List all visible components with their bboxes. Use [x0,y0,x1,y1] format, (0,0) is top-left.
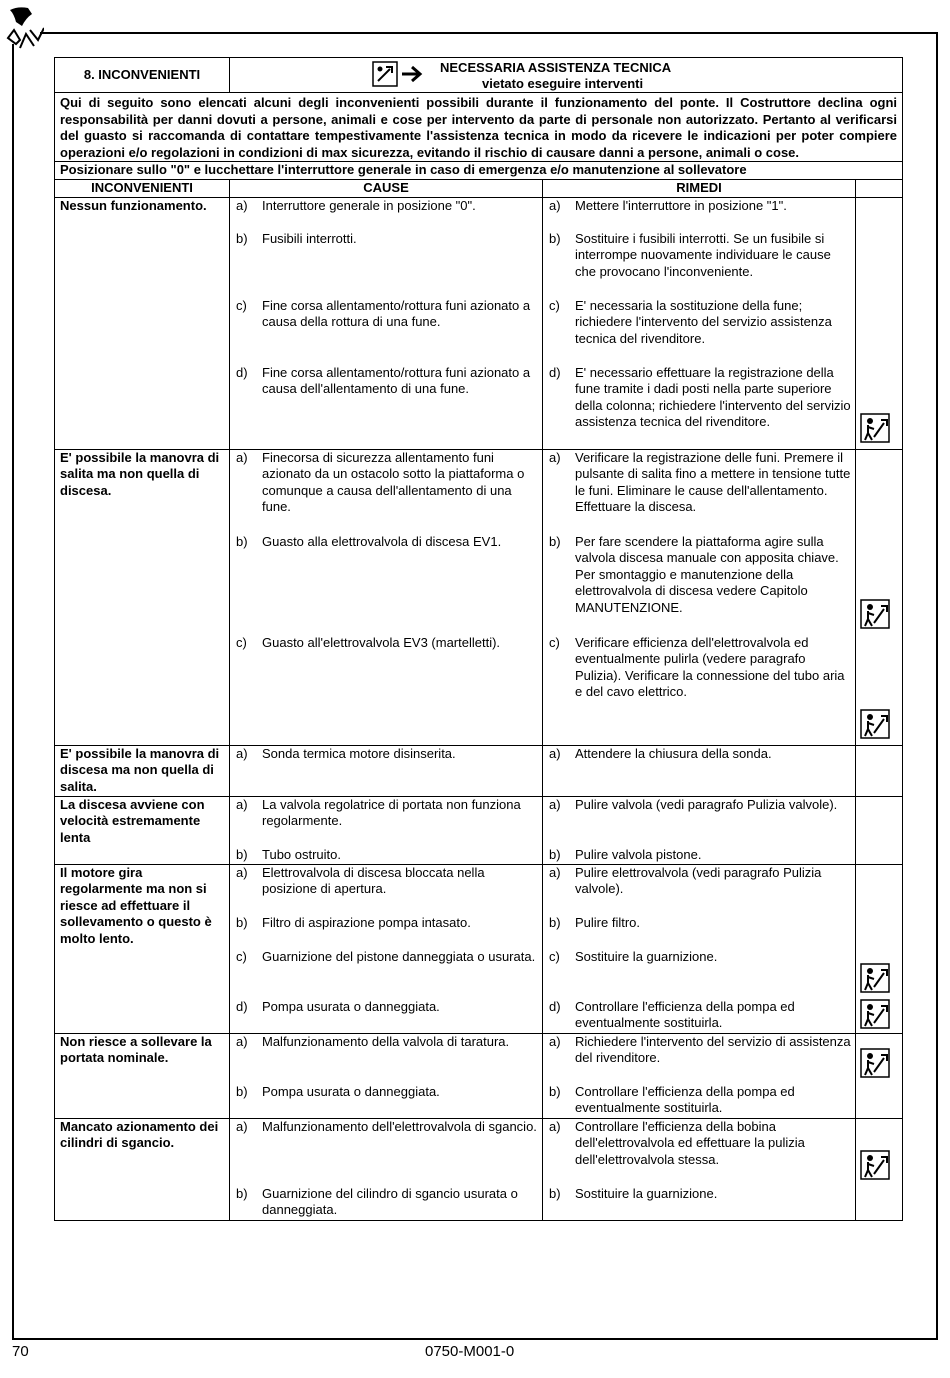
remedy-text: Sostituire i fusibili interrotti. Se un fusibile si interrompe nuovamente individuare le cause che provocano l'inconveniente. [575,230,831,279]
remedy-item-label: a) [549,745,561,761]
remedy-item-label: a) [549,449,561,465]
remedy-item [543,949,855,999]
technician-arrow-icon [372,61,426,87]
brand-logo-icon [4,4,44,58]
remedy-item-label: d) [549,364,561,380]
technician-tool-icon [860,999,890,1029]
remedy-item [543,999,855,1033]
cause-item [230,534,542,635]
technician-tool-icon [860,599,890,629]
remedies-cell [543,745,856,796]
remedy-item-label: b) [549,846,561,862]
cause-item-label: b) [236,846,248,862]
remedy-text: Pulire filtro. [575,914,641,930]
cause-text: Fine corsa allentamento/rottura funi azionato a causa dell'allentamento di una fune. [262,364,531,397]
remedy-item [543,298,855,365]
cause-item [230,1034,542,1084]
notice-subtitle: vietato eseguire interventi [482,76,644,91]
cause-item-label: b) [236,1083,248,1099]
remedy-text: Per fare scendere la piattaforma agire sulla valvola discesa manuale con apposita chiave. Per smontaggio e manutenzione della elettrovalvola di discesa vedere Capitolo MANUTENZIONE. [575,533,839,615]
remedy-item-label: a) [549,796,561,812]
cause-text: Pompa usurata o danneggiata. [262,1083,440,1099]
problem-section [55,796,903,864]
problem-description: Mancato azionamento dei cilindri di sgancio. [55,1118,230,1220]
remedy-item [543,1034,855,1084]
technician-tool-icon [860,709,890,739]
remedy-item-label: c) [549,948,560,964]
problem-description: E' possibile la manovra di salita ma non quella di discesa. [55,449,230,745]
cause-item [230,949,542,999]
icon-cell [856,864,903,1033]
causes-cell [230,1118,543,1220]
cause-text: Guarnizione del cilindro di sgancio usurata o danneggiata. [262,1185,518,1218]
cause-item [230,746,542,796]
cause-item-label: c) [236,297,247,313]
cause-text: Finecorsa di sicurezza allentamento funi azionato da un ostacolo sotto la piattaforma o comunque a causa dell'allentamento di una fune. [262,449,525,515]
cause-item [230,198,542,231]
icon-cell [856,449,903,745]
remedy-text: Verificare efficienza dell'elettrovalvola ed eventualmente pulirla (vedere paragrafo Pulizia). Verificare la connessione del tubo aria e del cavo elettrico. [575,634,845,700]
notice-title: NECESSARIA ASSISTENZA TECNICA [440,60,672,75]
column-header-causes: CAUSE [230,179,543,197]
remedy-item [543,746,855,796]
cause-item [230,847,542,864]
cause-item [230,298,542,365]
cause-item-label: d) [236,998,248,1014]
remedies-cell [543,864,856,1033]
cause-item [230,365,542,449]
column-header-icon [856,179,903,197]
remedies-cell [543,449,856,745]
technician-tool-icon [860,413,890,443]
remedy-item-label: a) [549,1033,561,1049]
remedy-item [543,1084,855,1118]
cause-item-label: b) [236,533,248,549]
cause-text: Malfunzionamento dell'elettrovalvola di sgancio. [262,1118,537,1134]
remedy-item [543,231,855,298]
causes-cell [230,796,543,864]
remedy-item [543,198,855,231]
cause-item-label: a) [236,796,248,812]
problem-description: La discesa avviene con velocità estremamente lenta [55,796,230,864]
remedy-item-label: a) [549,1118,561,1134]
problem-section [55,1118,903,1220]
problem-description: Nessun funzionamento. [55,197,230,449]
remedy-text: Pulire valvola pistone. [575,846,702,862]
column-header-remedies: RIMEDI [543,179,856,197]
remedy-text: Pulire elettrovalvola (vedi paragrafo Pulizia valvole). [575,864,822,897]
cause-item-label: b) [236,1185,248,1201]
cause-item-label: a) [236,745,248,761]
causes-cell [230,449,543,745]
remedy-item [543,1119,855,1186]
remedy-item-label: a) [549,864,561,880]
remedy-item [543,365,855,449]
remedy-text: Verificare la registrazione delle funi. Premere il pulsante di salita fino a mettere in tensione tutte le funi. Eliminare le cause dell'allentamento. Effettuare la discesa. [575,449,851,515]
remedy-item-label: b) [549,914,561,930]
cause-item [230,231,542,298]
remedy-text: Controllare l'efficienza della pompa ed eventualmente sostituirla. [575,1083,795,1116]
cause-item [230,797,542,847]
remedies-cell [543,197,856,449]
warning-text: Posizionare sullo "0" e lucchettare l'interruttore generale in caso di emergenza e/o manutenzione al sollevatore [55,162,903,180]
cause-item-label: b) [236,914,248,930]
cause-text: Tubo ostruito. [262,846,342,862]
cause-item-label: a) [236,1033,248,1049]
remedy-item-label: c) [549,297,560,313]
cause-text: Interruttore generale in posizione "0". [262,197,476,213]
cause-item-label: a) [236,449,248,465]
cause-item [230,1119,542,1186]
remedy-item-label: b) [549,230,561,246]
technician-tool-icon [860,963,890,993]
cause-text: Fine corsa allentamento/rottura funi azionato a causa della rottura di una fune. [262,297,531,330]
remedy-text: E' necessaria la sostituzione della fune; richiedere l'intervento del servizio assistenza tecnica del rivenditore. [575,297,832,346]
cause-text: Filtro di aspirazione pompa intasato. [262,914,471,930]
cause-item [230,999,542,1033]
cause-text: Pompa usurata o danneggiata. [262,998,440,1014]
remedy-text: Controllare l'efficienza della bobina dell'elettrovalvola ed effettuare la pulizia dell'elettrovalvola stessa. [575,1118,805,1167]
icon-cell [856,1118,903,1220]
cause-text: Guarnizione del pistone danneggiata o usurata. [262,948,536,964]
cause-item [230,1186,542,1220]
cause-text: Sonda termica motore disinserita. [262,745,456,761]
technician-tool-icon [860,1048,890,1078]
cause-text: Guasto alla elettrovalvola di discesa EV1. [262,533,502,549]
cause-item-label: b) [236,230,248,246]
remedy-text: Controllare l'efficienza della pompa ed eventualmente sostituirla. [575,998,795,1031]
remedy-text: Attendere la chiusura della sonda. [575,745,772,761]
cause-text: Malfunzionamento della valvola di taratura. [262,1033,510,1049]
problem-description: Non riesce a sollevare la portata nominale. [55,1033,230,1118]
technician-tool-icon [860,1150,890,1180]
remedy-item-label: d) [549,998,561,1014]
causes-cell [230,745,543,796]
causes-cell [230,1033,543,1118]
icon-cell [856,197,903,449]
cause-item-label: a) [236,864,248,880]
icon-cell [856,1033,903,1118]
remedy-item [543,1186,855,1220]
cause-item [230,865,542,915]
remedy-item [543,635,855,745]
remedies-cell [543,1033,856,1118]
causes-cell [230,864,543,1033]
remedy-item-label: c) [549,634,560,650]
cause-item [230,450,542,534]
cause-item [230,1084,542,1118]
causes-cell [230,197,543,449]
cause-item [230,635,542,745]
problem-section [55,1033,903,1118]
page-frame-top [40,32,938,34]
remedy-item-label: b) [549,533,561,549]
troubleshooting-table [54,57,903,1221]
remedy-item [543,797,855,847]
icon-cell [856,745,903,796]
section-title: 8. INCONVENIENTI [55,58,230,93]
cause-item [230,915,542,949]
remedy-text: Pulire valvola (vedi paragrafo Pulizia valvole). [575,796,838,812]
cause-text: La valvola regolatrice di portata non funziona regolarmente. [262,796,521,829]
cause-item-label: d) [236,364,248,380]
problem-section [55,449,903,745]
remedy-text: Sostituire la guarnizione. [575,948,718,964]
page-frame-left [12,44,14,1338]
remedy-text: Mettere l'interruttore in posizione "1". [575,197,787,213]
remedies-cell [543,796,856,864]
remedy-item-label: b) [549,1083,561,1099]
cause-item-label: a) [236,197,248,213]
problem-section [55,197,903,449]
remedy-item-label: b) [549,1185,561,1201]
column-header-problems: INCONVENIENTI [55,179,230,197]
cause-item-label: a) [236,1118,248,1134]
page-frame-right [936,32,938,1339]
cause-item-label: c) [236,634,247,650]
intro-text: Qui di seguito sono elencati alcuni degli inconvenienti possibili durante il funzionamento del ponte. Il Costruttore declina ogni responsabilità per danni dovuti a persone, animali e cose per intervento da parte di personale non autorizzato. Pertanto al verificarsi del guasto si raccomanda di contattare tempestivamente l'assistenza tecnica in modo da ricevere le indicazioni per poter compiere operazioni e/o regolazioni in condizioni di max sicurezza, evitando il rischio di causare danni a persone, animali o cose. [55,93,903,162]
remedy-item [543,865,855,915]
remedy-text: Richiedere l'intervento del servizio di assistenza del rivenditore. [575,1033,851,1066]
icon-cell [856,796,903,864]
problem-section [55,864,903,1033]
remedy-item [543,450,855,534]
cause-text: Elettrovalvola di discesa bloccata nella posizione di apertura. [262,864,485,897]
technical-assistance-notice [230,58,903,93]
remedy-item [543,847,855,864]
remedy-item [543,534,855,635]
remedies-cell [543,1118,856,1220]
remedy-item-label: a) [549,197,561,213]
problem-description: E' possibile la manovra di discesa ma non quella di salita. [55,745,230,796]
problem-section [55,745,903,796]
remedy-text: E' necessario effettuare la registrazione della fune tramite i dadi posti nella parte superiore della colonna; richiedere l'intervento del servizio assistenza tecnica del rivenditore. [575,364,851,430]
cause-text: Fusibili interrotti. [262,230,357,246]
remedy-text: Sostituire la guarnizione. [575,1185,718,1201]
remedy-item [543,915,855,949]
document-code: 0750-M001-0 [425,1343,515,1360]
page-frame-bottom [12,1338,938,1340]
cause-text: Guasto all'elettrovalvola EV3 (martelletti). [262,634,501,650]
page-number: 70 [12,1343,29,1360]
cause-item-label: c) [236,948,247,964]
problem-description: Il motore gira regolarmente ma non si riesce ad effettuare il sollevamento o questo è molto lento. [55,864,230,1033]
